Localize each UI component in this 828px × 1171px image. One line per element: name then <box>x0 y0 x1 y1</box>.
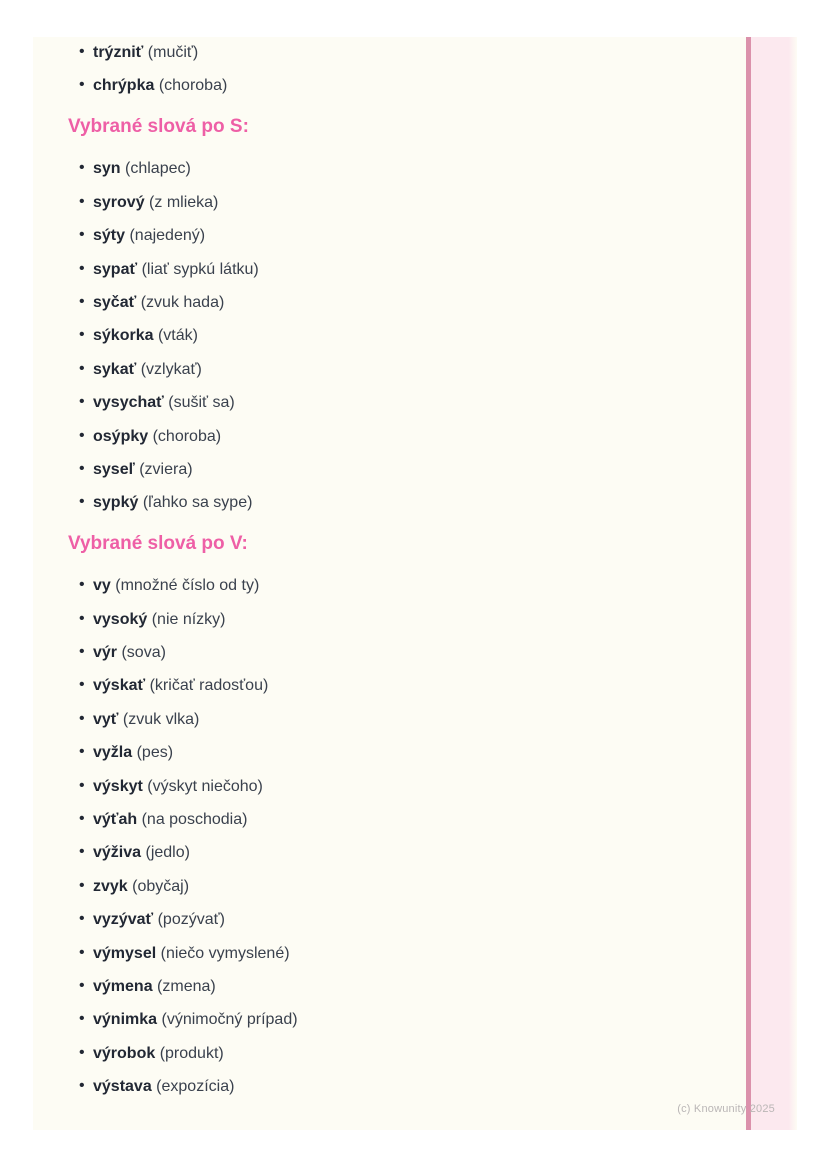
word-description: (kričať radosťou) <box>145 677 269 695</box>
list-item <box>93 576 677 595</box>
word-term: trýzniť <box>93 44 144 61</box>
word-description: (sušiť sa) <box>163 394 235 412</box>
word-description: (najedený) <box>125 227 206 245</box>
word-description: (mučiť) <box>143 44 199 61</box>
word-description: (jedlo) <box>141 844 190 862</box>
section-heading: Vybrané slová po S: <box>68 116 249 138</box>
word-term: výmysel <box>93 944 157 962</box>
document-content <box>33 37 797 1096</box>
word-term: syčať <box>93 293 137 311</box>
list-item <box>93 643 677 662</box>
word-description: (pozývať) <box>153 911 225 929</box>
word-term: sypať <box>93 260 138 278</box>
word-term: výr <box>93 644 118 662</box>
list-item <box>93 159 677 178</box>
word-description: (zvuk hada) <box>136 293 225 311</box>
word-description: (produkt) <box>155 1044 224 1062</box>
list-item <box>93 610 677 629</box>
list-item <box>93 360 677 379</box>
word-term: výživa <box>93 844 142 862</box>
word-description: (na poschodia) <box>137 811 248 829</box>
word-description: (ľahko sa sype) <box>138 494 253 512</box>
word-list <box>68 159 677 512</box>
document-page <box>33 37 797 1130</box>
list-item <box>93 43 677 62</box>
word-description: (obyčaj) <box>127 877 190 895</box>
word-term: sypký <box>93 494 139 512</box>
list-item <box>93 1010 677 1029</box>
word-description: (niečo vymyslené) <box>156 944 290 962</box>
word-term: vy <box>93 577 111 595</box>
word-term: vyzývať <box>93 911 154 929</box>
list-item <box>93 76 677 95</box>
list-item <box>93 326 677 345</box>
list-item <box>93 393 677 412</box>
list-item <box>93 226 677 245</box>
word-description: (chlapec) <box>120 160 191 178</box>
list-item <box>93 193 677 212</box>
word-list <box>68 43 677 95</box>
word-term: vyžla <box>93 744 133 762</box>
word-description: (vták) <box>153 327 198 345</box>
list-item <box>93 460 677 479</box>
list-item <box>93 293 677 312</box>
word-description: (výnimočný prípad) <box>157 1011 298 1029</box>
word-term: syseľ <box>93 460 135 478</box>
word-term: zvyk <box>93 877 128 895</box>
list-item <box>93 710 677 729</box>
word-description: (zmena) <box>152 977 216 995</box>
word-description: (choroba) <box>148 427 222 445</box>
word-term: výmena <box>93 977 153 995</box>
word-term: vyť <box>93 710 119 728</box>
word-term: vysychať <box>93 394 164 412</box>
list-item <box>93 944 677 963</box>
word-description: (sova) <box>117 644 166 662</box>
list-item <box>93 843 677 862</box>
word-description: (množné číslo od ty) <box>110 577 260 595</box>
word-term: sykať <box>93 360 137 378</box>
word-term: výskať <box>93 677 146 695</box>
word-description: (z mlieka) <box>144 193 219 211</box>
word-term: výrobok <box>93 1044 156 1062</box>
list-item <box>93 427 677 446</box>
word-description: (výskyt niečoho) <box>142 777 263 795</box>
word-description: (zviera) <box>134 460 193 478</box>
word-term: osýpky <box>93 427 149 445</box>
list-item <box>93 910 677 929</box>
list-item <box>93 877 677 896</box>
word-term: chrýpka <box>93 77 155 95</box>
section-heading: Vybrané slová po V: <box>68 533 248 555</box>
word-term: výťah <box>93 811 138 829</box>
word-description: (pes) <box>132 744 174 762</box>
word-description: (expozícia) <box>151 1078 235 1096</box>
word-description: (choroba) <box>154 77 228 95</box>
list-item <box>93 977 677 996</box>
word-term: sýty <box>93 227 126 245</box>
list-item <box>93 676 677 695</box>
list-item <box>93 260 677 279</box>
list-item <box>93 743 677 762</box>
word-term: výnimka <box>93 1011 158 1029</box>
word-term: vysoký <box>93 610 148 628</box>
word-description: (liať sypkú látku) <box>137 260 259 278</box>
word-list <box>68 576 677 1096</box>
word-term: syn <box>93 160 121 178</box>
list-item <box>93 810 677 829</box>
watermark: (c) Knowunity 2025 <box>677 1103 775 1115</box>
word-description: (nie nízky) <box>147 610 226 628</box>
list-item <box>93 1077 677 1096</box>
word-term: výstava <box>93 1078 152 1096</box>
word-term: syrový <box>93 193 145 211</box>
word-term: výskyt <box>93 777 143 795</box>
word-description: (vzlykať) <box>136 360 202 378</box>
list-item <box>93 1044 677 1063</box>
word-description: (zvuk vlka) <box>118 710 200 728</box>
word-term: sýkorka <box>93 327 154 345</box>
list-item <box>93 493 677 512</box>
list-item <box>93 777 677 796</box>
